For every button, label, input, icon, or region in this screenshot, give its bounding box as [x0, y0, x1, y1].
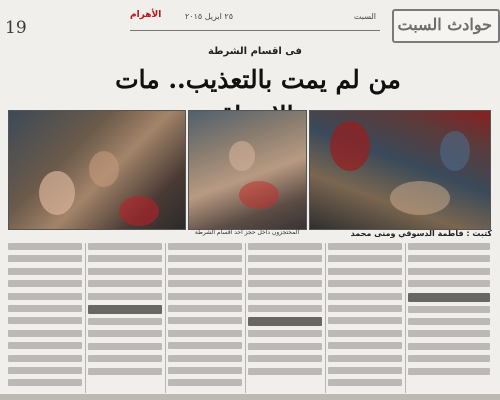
photo-caption: المحتجزون داخل حجز احد اقسام الشرطة: [194, 229, 300, 236]
column-divider: [165, 243, 166, 393]
article-byline: كتبت : فاطمة الدسوقي ومنى محمد: [350, 229, 492, 238]
page-header: [0, 0, 500, 44]
page-bottom-edge: [0, 394, 500, 400]
issue-day: السبت: [353, 12, 376, 21]
article-photo-right: [309, 110, 491, 230]
article-kicker: فى اقسام الشرطة: [208, 46, 302, 57]
body-column-4: [248, 243, 322, 393]
page-number: 19: [5, 18, 27, 38]
column-divider: [405, 243, 406, 393]
issue-date: ٢٥ ابريل ٢٠١٥: [185, 12, 234, 21]
section-banner: [392, 9, 500, 43]
body-column-5: [328, 243, 402, 393]
body-column-6: [408, 243, 490, 393]
masthead-small-logo: الأهرام: [130, 10, 162, 20]
article-photo-middle: [188, 110, 307, 230]
article-headline: من لم يمت بالتعذيب.. مات: [115, 65, 401, 94]
section-title: حوادث السبت: [397, 15, 492, 34]
header-meta-bar: [130, 8, 380, 31]
column-divider: [245, 243, 246, 393]
column-divider: [325, 243, 326, 393]
column-divider: [85, 243, 86, 393]
body-column-2: [88, 243, 162, 393]
body-column-3: [168, 243, 242, 393]
body-column-1: [8, 243, 82, 393]
article-photo-left: [8, 110, 186, 230]
